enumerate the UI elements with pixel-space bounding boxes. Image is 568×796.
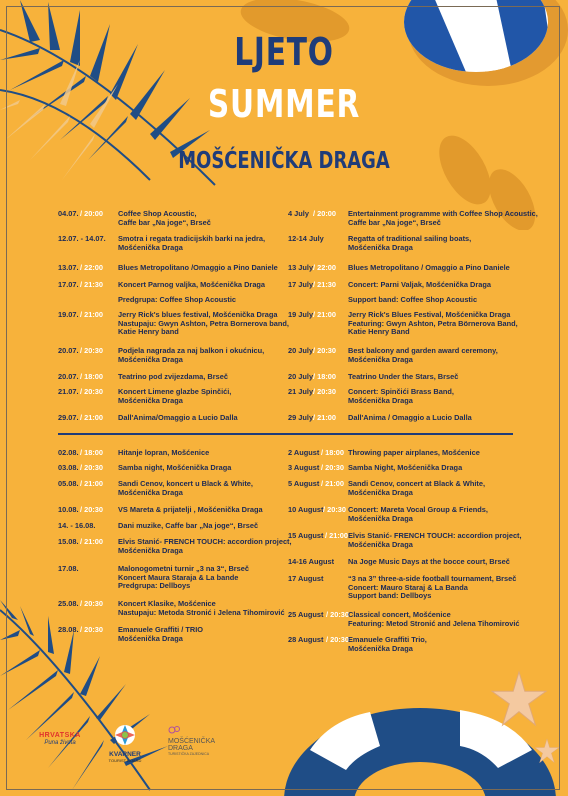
title-place: MOŠĆENIČKA DRAGA [178, 148, 390, 174]
kvarner-wordmark: KVARNER [109, 751, 141, 758]
poster: LJETO SUMMER MOŠĆENIČKA DRAGA 04.07. / 20:00 Coffee Shop Acoustic, Caffe bar „Na joge“, Brseč 12.07. - 14.07. Smotra i regata tradicijskih barki na jedra, Mošćenička Draga 13.07. / 22:00 Blues Metropolitano /Omaggio a Pino Daniele 17.07. / 21:30 Koncert Parnog valjka, Mošćenička Draga Predgrupa: Coffee Shop Acoustic 19.07. / 21:00 Jerry Rick's blues festival, Mošćenička Draga Nastupaju: Gwyn Ashton, Petra Bornerova band, Katie Henry band 20.07. / 20:30 Podjela nagrada za naj balkon i okućnicu, Mošćenička Draga 20.07. / 18:00 Teatrino pod zvijezdama, Brseč 21.07. / 20:30 Koncert Limene glazbe Spinčići, Mošćenička Draga 29.07. / 21:00 Dall'Anima/Omaggio a Lucio Dalla 4 July / 20:00 Entertainment programme with Coffee Shop Acoustic, Caffe bar „Na joge“, Brseč 12-14 July Regatta of traditional sailing boats, Mošćenička Draga 13 July / 22:00 Blues Metropolitano / Omaggio a Pino Daniele 17 July / 21:30 Concert: Parni Valjak, Mošćenička Draga Support band: Coffee Shop Acoustic 19 July / 21:00 Jerry Rick's Blues Festival, Mošćenička Draga Featuring: Gwyn Ashton, Petra Börnerova Band, Katie Henry Band 20 July / 20:30 Best balcony and garden award ceremony, Mošćenička Draga 20 July / 18:00 Teatrino Under the Stars, Brseč 21 July / 20:30 Concert: Spinčići Brass Band, Mošćenička Draga 29 July / 21:00 Dall'Anima / Omaggio a Lucio Dalla 02.08. / 18:00 Hitanje lopran, Mošćenice 03.08. / 20:30 Samba night, Mošćenička Draga 05.08. / 21:00 Sandi Cenov, koncert u Black & White, Mošćenička Draga 10.08. / 20:30 VS Mareta & prijatelji , Mošćenička Draga 14. - 16.08. Dani muzike, Caffe bar „Na joge“, Brseč 15.08. / 21:00 Elvis Stanić- FRENCH TOUCH: accordion project, Mošćenička Draga 17.08. Malonogometni turnir „3 na 3“, Brseč Koncert Maura Staraja & La bande Predgrupa: Dellboys 25.08. / 20:30 Koncert Klasike, Mošćenice Nastupaju: Metoda Stronić i Jelena Tihomirović 28.08. / 20:30 Emanuele Graffiti / TRIO Mošćenička Draga 2 August / 18:00 Throwing paper airplanes, Mošćenice 3 August / 20:30 Samba Night, Mošćenička Draga 5 August / 21:00 Sandi Cenov, concert at Black & White, Mošćenička Draga 10 August / 20:30 Concert: Mareta Vocal Group & Friends, Mošćenička Draga 15 August / 21:00 Elvis Stanić- FRENCH TOUCH: accordion project, Mošćenička Draga 14-16 August Na Joge Music Days at the bocce court, Brseč 17 August “3 na 3” three-a-side football tournament, Brseč Concert: Mauro Staraj & La Banda Support band: Dellboys 25 August / 20:30 Classical concert, Mošćenice Featuring: Metod Stronić and Jelena Tihomirović 28 August / 20:30 Emanuele Graffiti Trio, Mošćenička Draga HRVATSKA Puna života KVARNER TOURIST BOARD MOŠĆENIČKA DRAGA TURISTIČKA ZAJEDNICA [0, 0, 568, 796]
hrvatska-tagline: Puna života [44, 740, 76, 746]
title-ljeto: LJETO [234, 30, 334, 74]
moscenicka-tagline: TURISTIČKA ZAJEDNICA [168, 752, 210, 756]
moscenicka-wordmark-line2: DRAGA [168, 745, 193, 752]
kvarner-tagline: TOURIST BOARD [108, 758, 142, 763]
moscenicka-logo [168, 724, 232, 756]
moscenicka-wordmark-line1: MOŠĆENIČKA [168, 738, 216, 745]
kvarner-logo [100, 724, 150, 763]
starfish-large [490, 670, 548, 728]
hrvatska-logo [30, 732, 90, 746]
kvarner-emblem-icon [114, 724, 136, 746]
title-summer: SUMMER [207, 82, 361, 126]
moscenicka-emblem-icon [168, 724, 182, 736]
hrvatska-wordmark: HRVATSKA [39, 732, 81, 739]
starfish-small [534, 738, 560, 764]
section-divider [58, 433, 513, 435]
